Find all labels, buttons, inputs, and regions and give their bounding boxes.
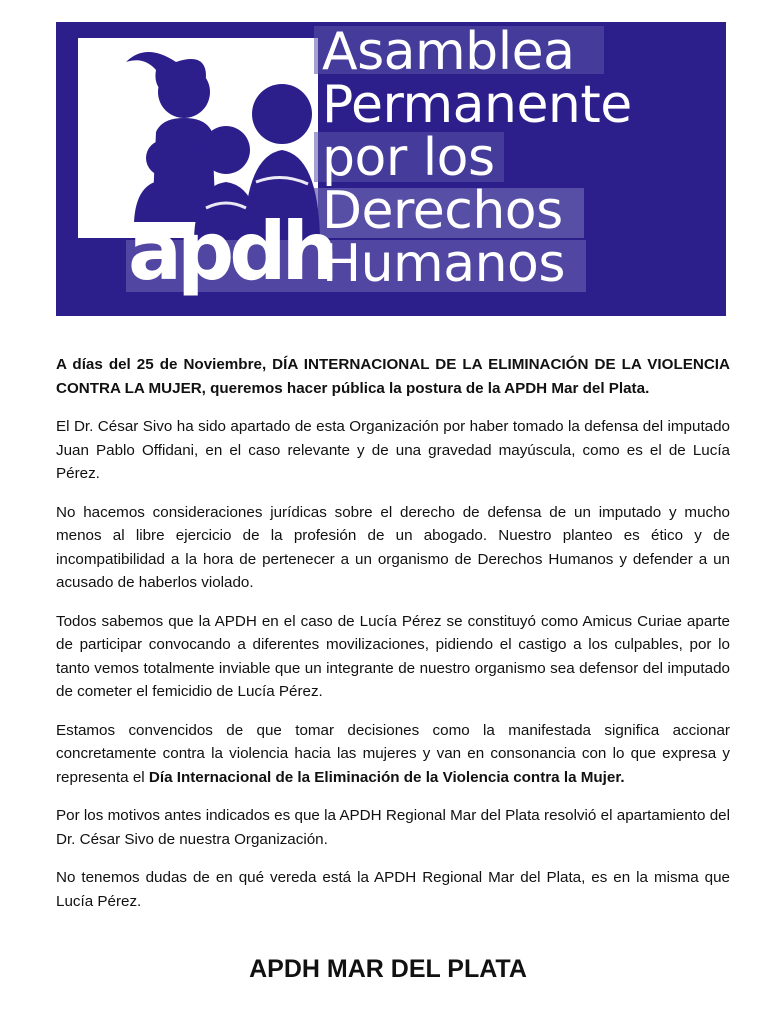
paragraph-4-text: Estamos convencidos de que tomar decisiones como la manifestada significa accionar concretamente contra la violencia hacia las mujeres y van en consonancia con lo que expresa y representa el bbox=[56, 721, 730, 786]
intro-paragraph bbox=[56, 353, 730, 400]
intro-text: A días del 25 de Noviembre, DÍA INTERNACIONAL DE LA ELIMINACIÓN DE LA VIOLENCIA CONTRA LA MUJER, queremos hacer pública la postura de la APDH Mar del Plata. bbox=[56, 356, 730, 397]
paragraph-3: Todos sabemos que la APDH en el caso de Lucía Pérez se constituyó como Amicus Curiae aparte de participar convocando a diferentes movilizaciones, pidiendo el castigo a los culpables, por lo tanto vemos totalmente inviable que un integrante de nuestro organismo sea defensor del imputado de cometer el femicidio de Lucía Pérez. bbox=[56, 612, 730, 700]
logo-line-por-los: por los bbox=[322, 128, 495, 188]
logo-title bbox=[322, 22, 632, 294]
signature: APDH MAR DEL PLATA bbox=[249, 955, 527, 983]
logo-line-humanos: Humanos bbox=[322, 234, 565, 294]
logo-line-asamblea: Asamblea bbox=[322, 22, 575, 82]
paragraph-5: Por los motivos antes indicados es que la APDH Regional Mar del Plata resolvió el apartamiento del Dr. César Sivo de nuestra Organización. bbox=[56, 807, 730, 848]
paragraph-4-bold: Día Internacional de la Eliminación de la Violencia contra la Mujer. bbox=[148, 768, 625, 786]
statement-body bbox=[56, 353, 730, 928]
logo-line-derechos: Derechos bbox=[322, 181, 563, 241]
paragraph-6: No tenemos dudas de en qué vereda está la APDH Regional Mar del Plata, es en la misma que Lucía Pérez. bbox=[56, 869, 730, 910]
paragraph-4 bbox=[56, 719, 730, 790]
paragraph-1: El Dr. César Sivo ha sido apartado de esta Organización por haber tomado la defensa del imputado Juan Pablo Offidani, en el caso relevante y de una gravedad mayúscula, como es el de Lucía Pérez. bbox=[56, 418, 730, 482]
logo-line-permanente: Permanente bbox=[322, 75, 632, 135]
paragraph-2: No hacemos consideraciones jurídicas sobre el derecho de defensa de un imputado y mucho menos al libre ejercicio de la profesión de un abogado. Nuestro planteo es ético y de incompatibilidad a la hora de pertenecer a un organismo de Derechos Humanos y defender a un acusado de haberlos violado. bbox=[56, 503, 730, 591]
logo-acronym: apdh bbox=[128, 205, 334, 298]
apdh-logo-banner bbox=[56, 22, 726, 316]
